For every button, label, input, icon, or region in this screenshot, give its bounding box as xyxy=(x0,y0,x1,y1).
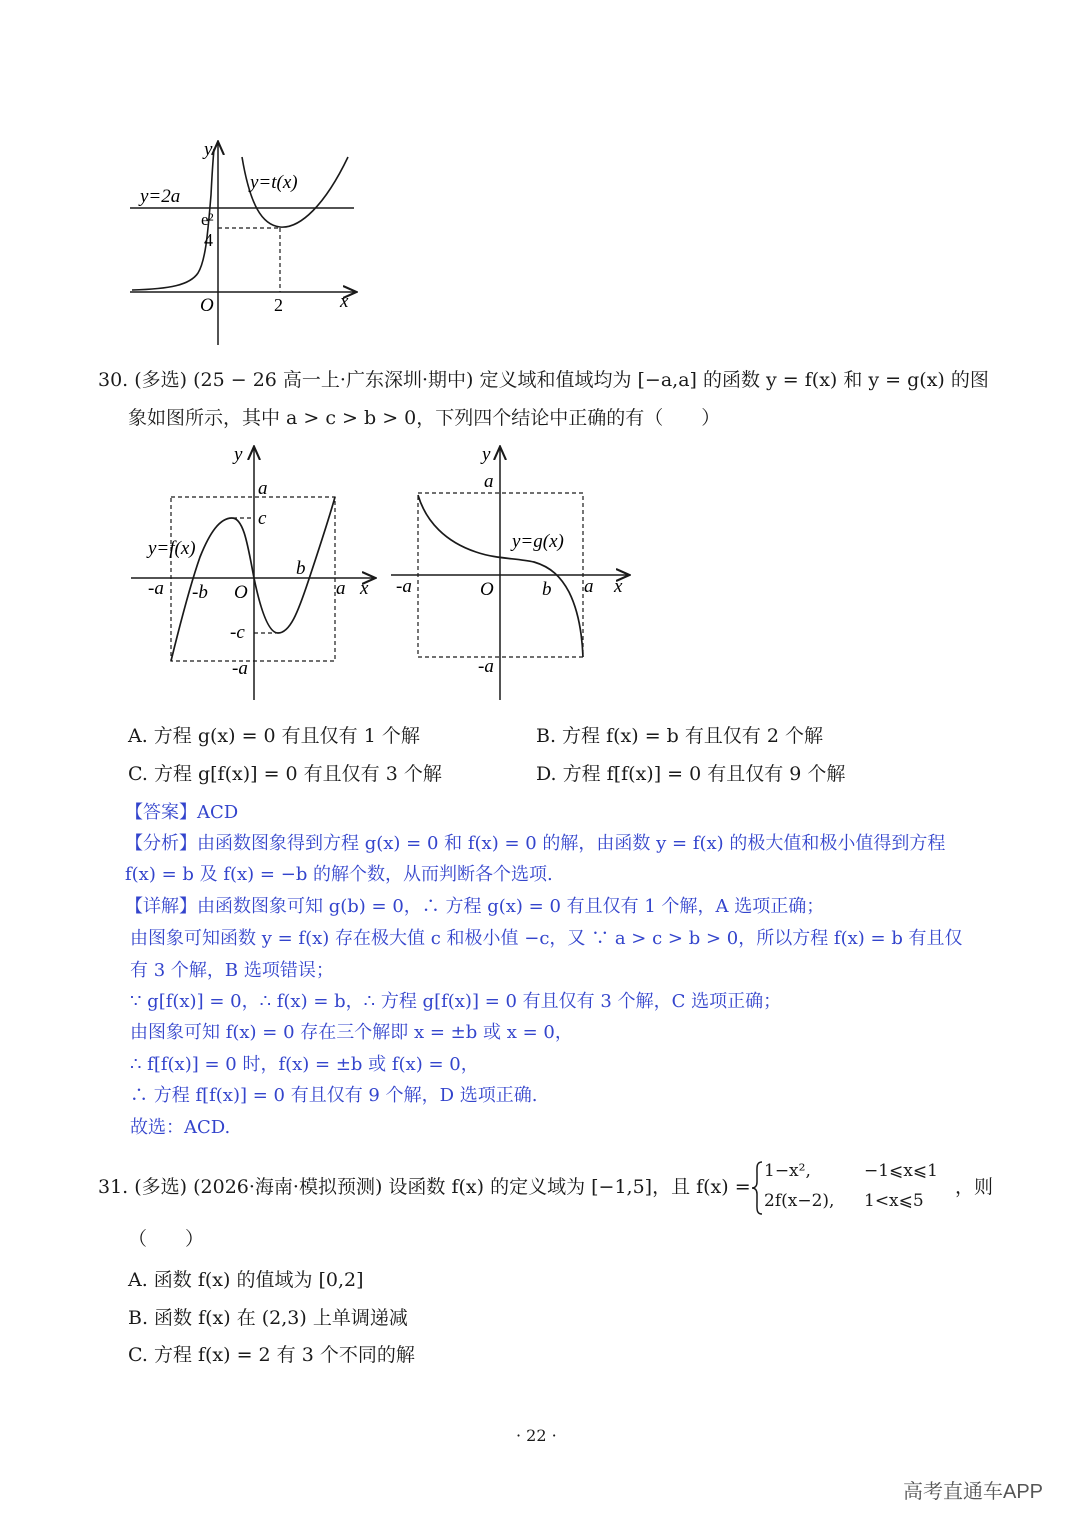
piecewise-case2-cond: 1<x⩽5 xyxy=(864,1191,924,1211)
label-x-f: x xyxy=(360,578,369,599)
q30-option-b: B. 方程 f(x) = b 有且仅有 2 个解 xyxy=(536,725,824,747)
label-origin: O xyxy=(200,295,214,316)
q30-stem-line2: 象如图所示，其中 a > c > b > 0，下列四个结论中正确的有（ ） xyxy=(128,407,721,429)
label-origin-g: O xyxy=(480,579,494,600)
dashed-box-f xyxy=(171,497,335,661)
q30-detail-line4: ∵ g[f(x)] = 0，∴ f(x) = b，∴ 方程 g[f(x)] = 0 有且仅有 3 个解，C 选项正确； xyxy=(130,991,782,1012)
label-neg-a-bottom-g: -a xyxy=(478,656,494,677)
curve-f xyxy=(171,497,335,661)
label-fx: y=f(x) xyxy=(148,538,196,559)
piecewise-case2-expr: 2f(x−2), xyxy=(764,1191,835,1211)
figure-top-graph xyxy=(120,135,370,350)
watermark: 高考直通车APP xyxy=(903,1481,1044,1503)
q30-detail-line6: ∴ f[f(x)] = 0 时，f(x) = ±b 或 f(x) = 0， xyxy=(130,1054,479,1075)
label-b-f: b xyxy=(296,558,306,579)
q30-detail-line5: 由图象可知 f(x) = 0 存在三个解即 x = ±b 或 x = 0， xyxy=(130,1022,573,1043)
q30-detail-line8: 故选：ACD. xyxy=(130,1117,231,1138)
q30-analysis-line2: f(x) = b 及 f(x) = −b 的解个数，从而判断各个选项. xyxy=(125,864,553,885)
label-a-right-f: a xyxy=(336,578,346,599)
label-t-x: y=t(x) xyxy=(250,172,298,193)
label-neg-a-f: -a xyxy=(148,578,164,599)
label-x-axis: x xyxy=(340,291,349,312)
label-e2: e² xyxy=(201,210,214,229)
label-a-right-g: a xyxy=(584,576,594,597)
label-y-2a: y=2a xyxy=(140,186,181,207)
q31-stem: 31. (多选) (2026·海南·模拟预测) 设函数 f(x) 的定义域为 [−1,5]，且 f(x) = xyxy=(98,1176,751,1198)
label-b-g: b xyxy=(542,579,552,600)
label-y-g: y xyxy=(482,444,491,465)
label-y-f: y xyxy=(234,444,243,465)
q30-option-d: D. 方程 f[f(x)] = 0 有且仅有 9 个解 xyxy=(536,763,846,785)
label-2: 2 xyxy=(274,295,283,315)
label-neg-a-bottom-f: -a xyxy=(232,658,248,679)
label-c-f: c xyxy=(258,508,267,529)
label-a-top-g: a xyxy=(484,471,494,492)
q30-detail-line7: ∴ 方程 f[f(x)] = 0 有且仅有 9 个解，D 选项正确. xyxy=(130,1085,538,1106)
label-neg-b-f: -b xyxy=(192,582,208,603)
q30-answer: 【答案】ACD xyxy=(125,802,239,823)
q30-option-a: A. 方程 g(x) = 0 有且仅有 1 个解 xyxy=(128,725,420,747)
label-origin-f: O xyxy=(234,582,248,603)
piecewise-case1-cond: −1⩽x⩽1 xyxy=(864,1161,938,1181)
label-gx: y=g(x) xyxy=(512,531,564,552)
figure-f-graph xyxy=(128,442,378,704)
figure-g-graph xyxy=(386,442,636,704)
label-neg-c-f: -c xyxy=(230,622,245,643)
label-a-top-f: a xyxy=(258,478,268,499)
q30-detail-line1: 【详解】由函数图象可知 g(b) = 0，∴ 方程 g(x) = 0 有且仅有 1 个解，A 选项正确； xyxy=(125,896,825,917)
label-neg-a-g: -a xyxy=(396,576,412,597)
q30-detail-line2: 由图象可知函数 y = f(x) 存在极大值 c 和极小值 −c，又 ∵ a > c > b > 0，所以方程 f(x) = b 有且仅 xyxy=(130,928,963,949)
label-4: 4 xyxy=(204,230,213,250)
q30-stem-line1: 30. (多选) (25 − 26 高一上·广东深圳·期中) 定义域和值域均为 [−a,a] 的函数 y = f(x) 和 y = g(x) 的图 xyxy=(98,369,989,391)
q31-option-a: A. 函数 f(x) 的值域为 [0,2] xyxy=(128,1269,364,1291)
q31-option-b: B. 函数 f(x) 在 (2,3) 上单调递减 xyxy=(128,1307,408,1329)
label-y-axis: y xyxy=(204,139,213,160)
q31-paren: （ ） xyxy=(128,1228,205,1250)
q31-option-c: C. 方程 f(x) = 2 有 3 个不同的解 xyxy=(128,1344,415,1366)
page-number: · 22 · xyxy=(516,1426,557,1445)
q30-option-c: C. 方程 g[f(x)] = 0 有且仅有 3 个解 xyxy=(128,763,442,785)
piecewise-brace xyxy=(750,1160,764,1216)
label-x-g: x xyxy=(614,576,623,597)
q30-detail-line3: 有 3 个解，B 选项错误； xyxy=(130,960,334,981)
q31-stem-end: ，则 xyxy=(955,1176,994,1198)
q30-analysis-line1: 【分析】由函数图象得到方程 g(x) = 0 和 f(x) = 0 的解，由函数 y = f(x) 的极大值和极小值得到方程 xyxy=(125,833,946,854)
piecewise-case1-expr: 1−x², xyxy=(764,1161,811,1181)
